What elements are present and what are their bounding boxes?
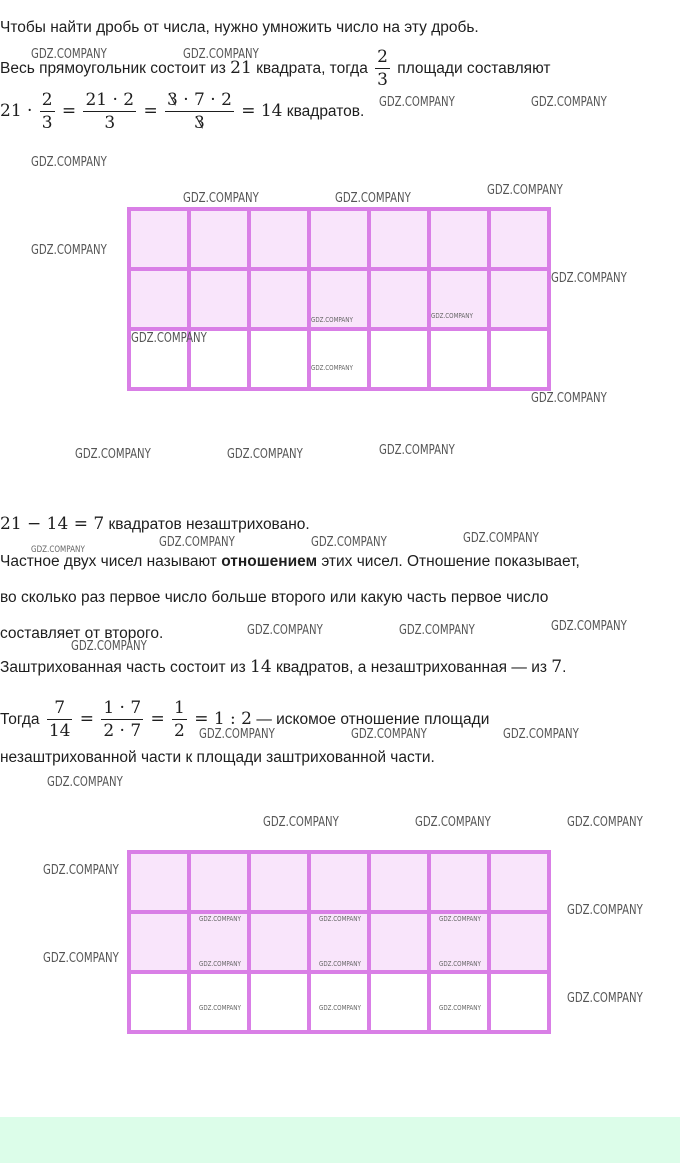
grid-cell-shaded: [371, 211, 427, 267]
parts-part: Заштрихованная часть состоит из: [0, 659, 251, 676]
ratio-fraction: $\frac{1 \cdot 7}{2 \cdot 7}$: [103, 698, 142, 742]
grid-cell-empty: [491, 331, 547, 387]
grid-cell-empty: [251, 974, 307, 1030]
grid-cell-empty: [371, 974, 427, 1030]
watermark: GDZ.COMPANY: [439, 960, 481, 968]
watermark: GDZ.COMPANY: [463, 531, 539, 546]
watermark: GDZ.COMPANY: [531, 391, 607, 406]
watermark: GDZ.COMPANY: [319, 960, 361, 968]
grid-cell-empty: [191, 974, 247, 1030]
grid-cell-shaded: [311, 854, 367, 910]
watermark: GDZ.COMPANY: [551, 271, 627, 286]
unshaded-count-value: 7: [551, 657, 563, 677]
watermark: GDZ.COMPANY: [439, 915, 481, 923]
eq-sign: =: [150, 709, 165, 729]
grid-cell-shaded: [431, 211, 487, 267]
watermark: GDZ.COMPANY: [319, 1004, 361, 1012]
watermark: GDZ.COMPANY: [567, 903, 643, 918]
grid-cell-shaded: [371, 914, 427, 970]
grid-cell-shaded: [491, 914, 547, 970]
eq-fraction: $\frac{2}{3}$: [41, 90, 53, 134]
eq-result: = 14: [241, 101, 283, 121]
ratio-conclusion: незаштрихованной части к площади заштрихованной части.: [0, 749, 435, 766]
watermark: GDZ.COMPANY: [199, 727, 275, 742]
grid-cell-shaded: [491, 854, 547, 910]
ratio-definition-line2: во сколько раз первое число больше второго или какую часть первое число: [0, 589, 549, 606]
area-intro-part: площади составляют: [393, 60, 551, 77]
watermark: GDZ.COMPANY: [31, 243, 107, 258]
grid-cell-shaded: [431, 854, 487, 910]
eq-sign: =: [143, 101, 158, 121]
ratio-def-part: этих чисел. Отношение показывает,: [317, 553, 580, 570]
grid-cell-shaded: [131, 914, 187, 970]
grid-cell-shaded: [251, 211, 307, 267]
watermark: GDZ.COMPANY: [47, 775, 123, 790]
watermark: GDZ.COMPANY: [319, 915, 361, 923]
watermark: GDZ.COMPANY: [487, 183, 563, 198]
grid-cell-empty: [371, 331, 427, 387]
ratio-def-part: Частное двух чисел называют: [0, 553, 222, 570]
eq-fraction: $\frac{21 \cdot 2}{3}$: [85, 90, 135, 134]
watermark: GDZ.COMPANY: [379, 95, 455, 110]
watermark: GDZ.COMPANY: [183, 191, 259, 206]
unshaded-equation: 21 − 14 = 7: [0, 514, 105, 534]
grid-cell-empty: [311, 331, 367, 387]
watermark: GDZ.COMPANY: [311, 364, 353, 372]
grid-cell-shaded: [251, 854, 307, 910]
footer-bar: [0, 1117, 680, 1163]
watermark: GDZ.COMPANY: [335, 191, 411, 206]
grid-cell-shaded: [251, 271, 307, 327]
watermark: GDZ.COMPANY: [31, 545, 85, 555]
watermark: GDZ.COMPANY: [415, 815, 491, 830]
grid-cell-shaded: [191, 854, 247, 910]
unshaded-text: квадратов незаштриховано.: [104, 516, 310, 533]
ratio-definition: [0, 553, 580, 571]
watermark: GDZ.COMPANY: [199, 1004, 241, 1012]
watermark: GDZ.COMPANY: [183, 47, 259, 62]
equation-shaded-area: [0, 88, 364, 135]
grid-cell-shaded: [131, 271, 187, 327]
rule-text: Чтобы найти дробь от числа, нужно умножить число на эту дробь.: [0, 19, 479, 36]
watermark: GDZ.COMPANY: [311, 535, 387, 550]
grid-cell-shaded: [251, 914, 307, 970]
grid-cell-shaded: [191, 211, 247, 267]
shaded-count: 14: [250, 657, 272, 677]
area-intro-part: Весь прямоугольник состоит из: [0, 60, 231, 77]
grid-cell-empty: [431, 974, 487, 1030]
watermark: GDZ.COMPANY: [247, 623, 323, 638]
watermark: GDZ.COMPANY: [199, 915, 241, 923]
unshaded-count: [0, 514, 310, 534]
watermark: GDZ.COMPANY: [439, 1004, 481, 1012]
then-word: Тогда: [0, 711, 40, 728]
grid-cell-shaded: [491, 271, 547, 327]
ratio-text: — искомое отношение площади: [252, 711, 490, 728]
watermark: GDZ.COMPANY: [399, 623, 475, 638]
grid-cell-empty: [311, 974, 367, 1030]
eq-sign: =: [79, 709, 95, 729]
grid-cell-empty: [131, 974, 187, 1030]
watermark: GDZ.COMPANY: [159, 535, 235, 550]
watermark: GDZ.COMPANY: [531, 95, 607, 110]
watermark: GDZ.COMPANY: [551, 619, 627, 634]
grid-cell-empty: [491, 974, 547, 1030]
fraction-two-thirds: $\frac{2}{3}$: [377, 47, 388, 91]
watermark: GDZ.COMPANY: [43, 863, 119, 878]
grid-cell-shaded: [491, 211, 547, 267]
parts-part: .: [562, 659, 567, 676]
eq-fraction-cancelled: $\frac{3 \cdot 7 \cdot 2}{3}$: [167, 90, 232, 134]
watermark: GDZ.COMPANY: [75, 447, 151, 462]
watermark: GDZ.COMPANY: [431, 312, 473, 320]
area-intro-part: квадрата, тогда: [251, 60, 373, 77]
watermark: GDZ.COMPANY: [43, 951, 119, 966]
grid-cell-empty: [251, 331, 307, 387]
grid-cell-shaded: [191, 271, 247, 327]
watermark: GDZ.COMPANY: [263, 815, 339, 830]
grid-cell-shaded: [371, 271, 427, 327]
watermark: GDZ.COMPANY: [379, 443, 455, 458]
parts-description: [0, 657, 566, 677]
total-squares: 21: [230, 58, 252, 78]
watermark: GDZ.COMPANY: [503, 727, 579, 742]
ratio-term: отношением: [221, 553, 318, 570]
ratio-fraction: $\frac{7}{14}$: [48, 698, 71, 742]
ratio-fraction: $\frac{1}{2}$: [174, 698, 185, 742]
watermark: GDZ.COMPANY: [31, 47, 107, 62]
watermark: GDZ.COMPANY: [31, 155, 107, 170]
watermark: GDZ.COMPANY: [71, 639, 147, 654]
watermark: GDZ.COMPANY: [567, 815, 643, 830]
eq-sign: =: [61, 101, 77, 121]
watermark: GDZ.COMPANY: [227, 447, 303, 462]
parts-part: квадратов, а незаштрихованная — из: [271, 659, 552, 676]
grid-cell-shaded: [131, 211, 187, 267]
eq-term: 21 ·: [0, 101, 33, 121]
watermark: GDZ.COMPANY: [131, 331, 207, 346]
grid-cell-shaded: [131, 854, 187, 910]
watermark: GDZ.COMPANY: [311, 316, 353, 324]
grid-cell-shaded: [371, 854, 427, 910]
watermark: GDZ.COMPANY: [351, 727, 427, 742]
ratio-result: = 1 : 2: [194, 709, 253, 729]
watermark: GDZ.COMPANY: [199, 960, 241, 968]
watermark: GDZ.COMPANY: [567, 991, 643, 1006]
grid-cell-shaded: [311, 211, 367, 267]
grid-cell-empty: [431, 331, 487, 387]
ratio-definition-line3: составляет от второго.: [0, 625, 164, 642]
eq-unit: квадратов.: [282, 103, 365, 120]
